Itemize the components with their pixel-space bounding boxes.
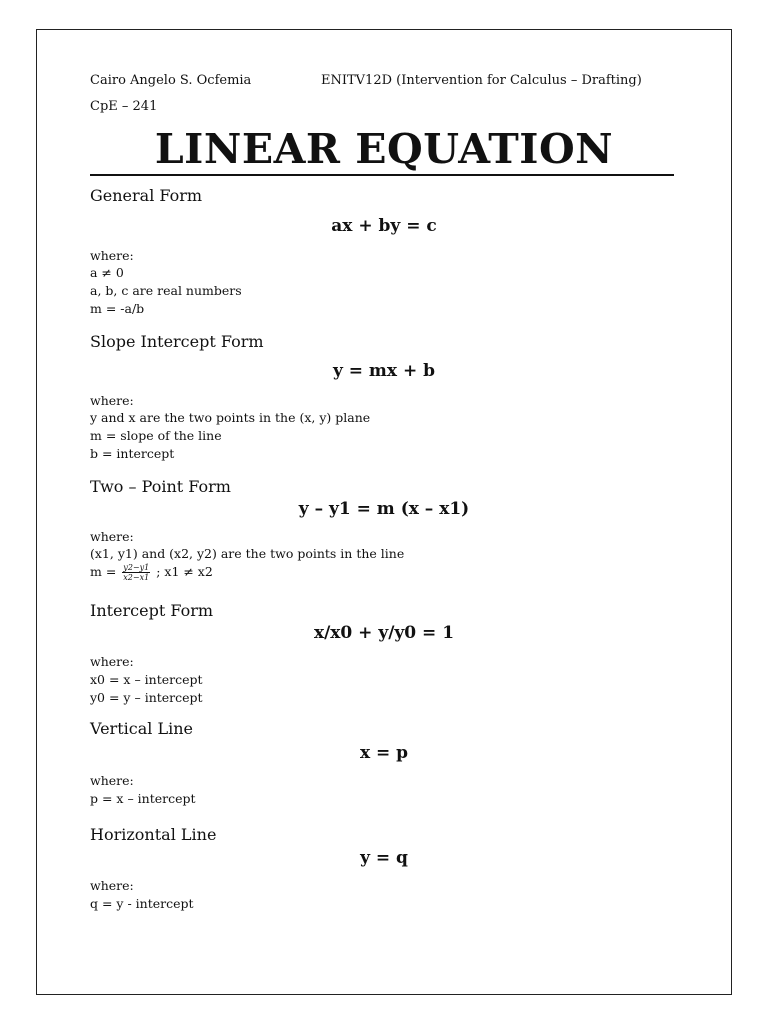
section-code: CpE – 241 bbox=[90, 99, 158, 114]
equation-horizontal-line: y = q bbox=[360, 848, 408, 868]
equation-general-form: ax + by = c bbox=[331, 216, 437, 236]
where-label: where: bbox=[90, 773, 134, 788]
definition-line: y0 = y – intercept bbox=[90, 690, 203, 705]
course-title: ENITV12D (Intervention for Calculus – Drafting) bbox=[321, 73, 642, 88]
section-title-horizontal-line: Horizontal Line bbox=[90, 825, 217, 844]
title-underline bbox=[90, 174, 674, 176]
section-title-slope-intercept: Slope Intercept Form bbox=[90, 332, 264, 351]
definition-line: p = x – intercept bbox=[90, 791, 196, 806]
author-name: Cairo Angelo S. Ocfemia bbox=[90, 73, 252, 88]
definition-line: m = -a/b bbox=[90, 301, 145, 316]
equation-vertical-line: x = p bbox=[359, 743, 409, 763]
equation-intercept-form: x/x0 + y/y0 = 1 bbox=[313, 623, 455, 643]
definition-line: (x1, y1) and (x2, y2) are the two points in the line bbox=[90, 546, 405, 561]
fraction-numerator: y2−y1 bbox=[123, 563, 150, 572]
definition-line: q = y - intercept bbox=[90, 896, 194, 911]
definition-line: a ≠ 0 bbox=[90, 265, 124, 280]
where-label: where: bbox=[90, 248, 134, 263]
slope-formula bbox=[90, 563, 213, 582]
definition-line: x0 = x – intercept bbox=[90, 672, 203, 687]
section-title-two-point: Two – Point Form bbox=[90, 477, 231, 496]
slope-fraction bbox=[122, 563, 150, 582]
definition-line: m = slope of the line bbox=[90, 428, 222, 443]
equation-slope-intercept: y = mx + b bbox=[332, 361, 436, 381]
fraction-denominator: x2−x1 bbox=[123, 573, 150, 582]
section-title-vertical-line: Vertical Line bbox=[90, 719, 193, 738]
where-label: where: bbox=[90, 878, 134, 893]
slope-formula-prefix: m = bbox=[90, 564, 117, 579]
where-label: where: bbox=[90, 393, 134, 408]
equation-two-point: y – y1 = m (x – x1) bbox=[298, 499, 470, 519]
where-label: where: bbox=[90, 529, 134, 544]
definition-line: b = intercept bbox=[90, 446, 175, 461]
section-title-general-form: General Form bbox=[90, 186, 203, 205]
definition-line: y and x are the two points in the (x, y) plane bbox=[90, 410, 371, 425]
slope-formula-condition: ; x1 ≠ x2 bbox=[156, 564, 213, 579]
section-title-intercept-form: Intercept Form bbox=[90, 601, 214, 620]
page-title: LINEAR EQUATION bbox=[154, 125, 614, 173]
definition-line: a, b, c are real numbers bbox=[90, 283, 242, 298]
where-label: where: bbox=[90, 654, 134, 669]
